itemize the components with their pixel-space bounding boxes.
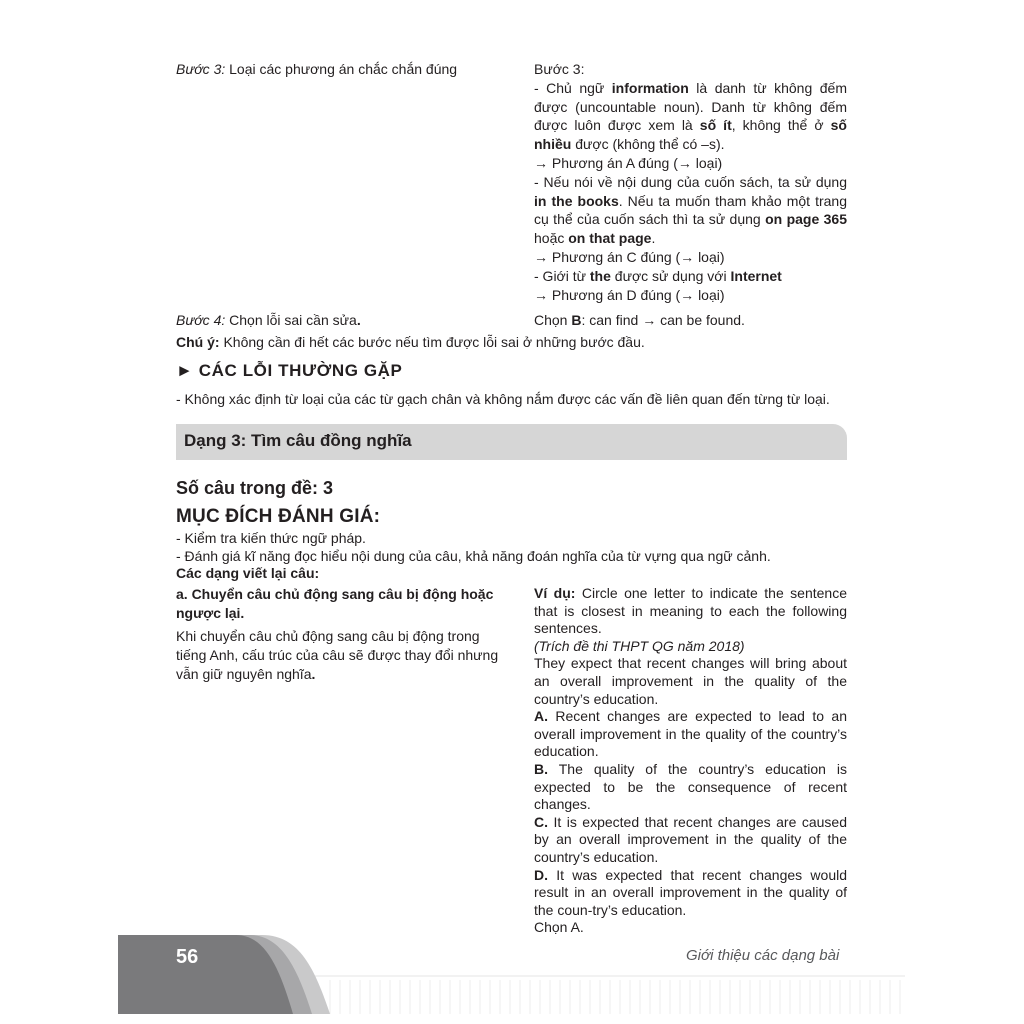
step4-answer	[534, 311, 847, 330]
note-line	[176, 333, 847, 352]
explanation-line	[534, 248, 847, 267]
explanation-fragment: là danh từ không đếm được (uncountable noun). Danh từ không đếm được luôn được xem là	[534, 79, 847, 134]
explanation-fragment: . Nếu ta muốn tham khảo một trang cụ thể của cuốn sách thì ta sử dụng	[534, 192, 847, 228]
explanation-fragment: the	[589, 267, 611, 284]
sub-text-body: Khi chuyển câu chủ động sang câu bị động trong tiếng Anh, cấu trúc của câu sẽ được thay đổi nhưng vẫn giữ nguyên nghĩa	[176, 628, 499, 682]
explanation-fragment: , không thể ở	[731, 117, 831, 134]
option-letter: C.	[534, 813, 548, 830]
explanation-fragment: được (không thể có –s).	[571, 136, 725, 153]
option-text: Recent changes are expected to lead to an overall improvement in the quality of the country’s education.	[534, 708, 847, 760]
page-number: 56	[176, 946, 199, 968]
explanation-fragment: số ít	[699, 117, 732, 134]
example-instruction	[534, 585, 847, 638]
question-count: Số câu trong đề: 3	[176, 478, 334, 498]
example-label: Ví dụ:	[534, 585, 576, 601]
explanation-line	[534, 267, 847, 286]
option-text: It was expected that recent changes would result in an overall improvement in the quality of the coun-try’s education.	[534, 866, 847, 918]
note-fragment: Chú ý:	[176, 334, 220, 350]
explanation-fragment: → Phương án D đúng (→ loại)	[534, 286, 725, 303]
sub-text	[176, 627, 501, 683]
explanation-fragment: - Chủ ngữ	[534, 79, 612, 96]
purpose-item: - Kiểm tra kiến thức ngữ pháp.	[176, 530, 366, 546]
explanation-line	[534, 154, 847, 173]
explanation-fragment: on that page	[568, 230, 652, 247]
footer-stripes	[330, 980, 900, 1014]
answer-fragment: B	[571, 312, 582, 328]
step3-text: Loại các phương án chắc chắn đúng	[225, 61, 458, 77]
example-options	[534, 708, 847, 919]
sub-heading: a. Chuyển câu chủ động sang câu bị động hoặc ngược lại.	[176, 586, 494, 621]
explanation-fragment: - Giới từ	[534, 267, 590, 284]
rewrite-heading: Các dạng viết lại câu:	[176, 565, 320, 581]
answer-fragment: Chọn	[534, 312, 572, 328]
explanation-line	[534, 79, 847, 154]
footer-title: Giới thiệu các dạng bài	[686, 947, 840, 964]
purpose-heading: MỤC ĐÍCH ĐÁNH GIÁ:	[176, 506, 381, 527]
explanation-fragment: in the books	[534, 192, 619, 209]
example-answer: Chọn A.	[534, 919, 584, 936]
step3-left	[176, 60, 457, 79]
option-letter: D.	[534, 866, 548, 883]
example-sentence: They expect that recent changes will bring about an overall improvement in the quality of the country’s education.	[534, 655, 847, 707]
option-item	[534, 867, 847, 920]
section-title: Dạng 3: Tìm câu đồng nghĩa	[184, 431, 412, 450]
explanation-line	[534, 286, 847, 305]
example-block	[534, 585, 847, 937]
common-errors-heading: ► CÁC LỖI THƯỜNG GẶP	[176, 361, 403, 380]
explanation-fragment: hoặc	[534, 230, 569, 247]
explanation-fragment: on page 365	[765, 211, 848, 228]
option-letter: A.	[534, 708, 548, 725]
option-item	[534, 761, 847, 814]
step4-label: Bước 4:	[176, 312, 226, 328]
explanation-line	[534, 173, 847, 248]
step3-explanation	[534, 60, 847, 304]
answer-fragment: : can find → can be found.	[581, 312, 745, 328]
example-source: (Trích đề thi THPT QG năm 2018)	[534, 637, 745, 654]
option-text: It is expected that recent changes are caused by an overall improvement in the quality of the country’s education.	[534, 813, 847, 865]
purpose-item: - Đánh giá kĩ năng đọc hiểu nội dung của câu, khả năng đoán nghĩa của từ vựng qua ngữ cảnh.	[176, 547, 771, 564]
common-errors-text: - Không xác định từ loại của các từ gạch chân và không nắm được các vấn đề liên quan đến từng từ loại.	[176, 391, 830, 407]
explanation-line	[534, 60, 847, 79]
explanation-fragment: → Phương án A đúng (→ loại)	[534, 154, 723, 171]
option-letter: B.	[534, 760, 548, 777]
footer-wave	[0, 930, 1024, 1024]
option-item	[534, 708, 847, 761]
explanation-fragment: được sử dụng với	[610, 267, 731, 284]
explanation-fragment: → Phương án C đúng (→ loại)	[534, 248, 725, 265]
step4-dot: .	[356, 312, 361, 328]
explanation-fragment: Internet	[730, 267, 782, 284]
explanation-fragment: .	[651, 230, 656, 247]
explanation-fragment: information	[611, 79, 689, 96]
option-text: The quality of the country’s education is expected to be the consequence of recent changes.	[534, 760, 847, 813]
example-instruction-text: Circle one letter to indicate the sentence that is closest in meaning to each the following sentences.	[534, 585, 847, 637]
explanation-fragment: số nhiều	[534, 117, 847, 153]
explanation-fragment: - Nếu nói về nội dung của cuốn sách, ta sử dụng	[534, 173, 847, 190]
step3-label: Bước 3:	[176, 61, 226, 77]
sub-text-dot: .	[311, 665, 316, 682]
explanation-fragment: Bước 3:	[534, 61, 585, 77]
step4-text: Chọn lỗi sai cần sửa	[225, 312, 357, 328]
purpose-list	[176, 530, 856, 583]
step4-left	[176, 311, 361, 330]
note-fragment: Không cần đi hết các bước nếu tìm được lỗi sai ở những bước đầu.	[219, 334, 645, 350]
option-item	[534, 814, 847, 867]
